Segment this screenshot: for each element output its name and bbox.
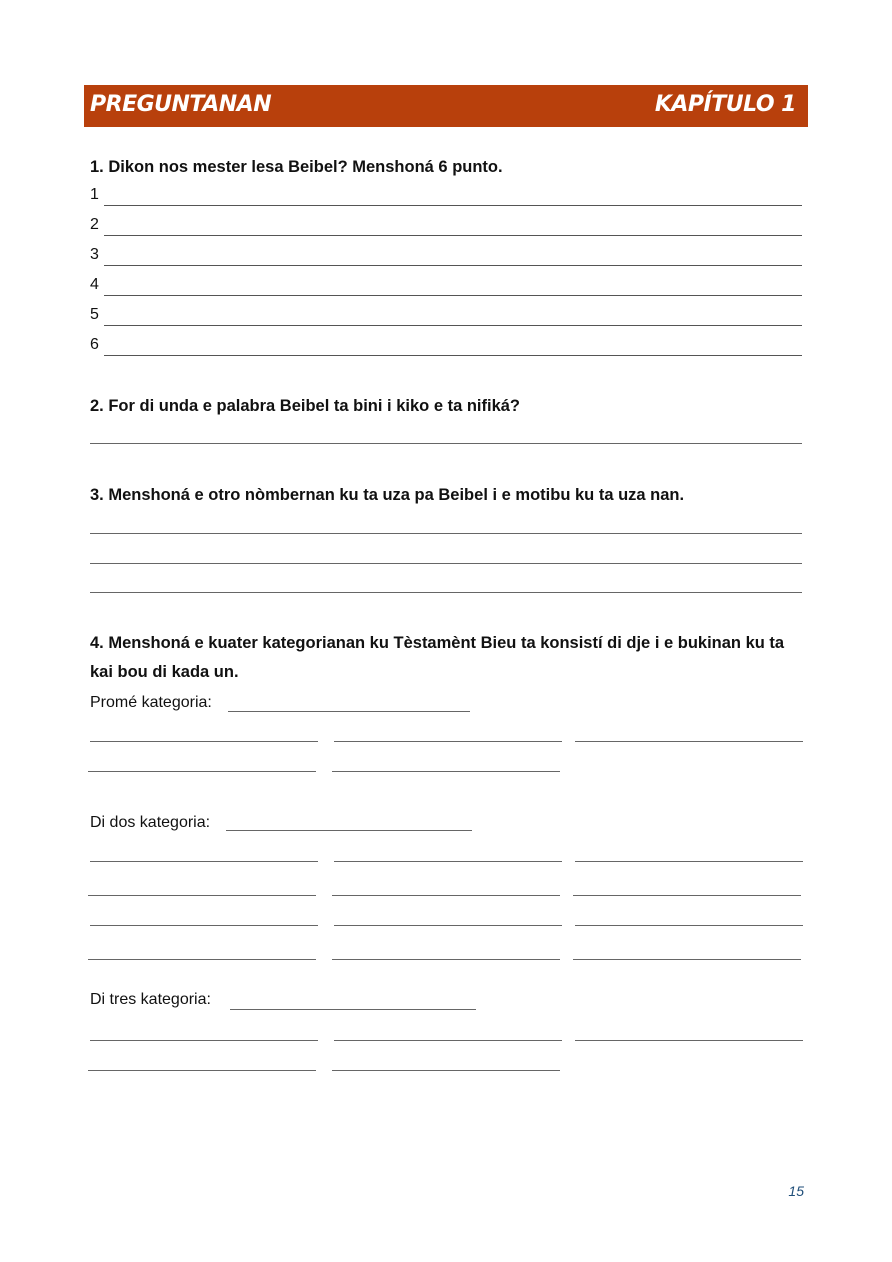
header-chapter: KAPÍTULO 1 bbox=[654, 92, 796, 117]
answer-line-3[interactable] bbox=[90, 246, 802, 270]
line-number: 4 bbox=[90, 276, 99, 293]
answer-line[interactable] bbox=[90, 443, 802, 444]
line-number: 6 bbox=[90, 336, 99, 353]
category-3-label: Di tres kategoria: bbox=[90, 991, 211, 1008]
answer-line[interactable] bbox=[90, 592, 802, 593]
category-1-name-line[interactable] bbox=[228, 711, 470, 712]
answer-line[interactable] bbox=[90, 563, 802, 564]
category-2-label: Di dos kategoria: bbox=[90, 814, 211, 831]
book-line[interactable] bbox=[573, 959, 801, 960]
category-1-label: Promé kategoria: bbox=[90, 694, 212, 711]
book-line[interactable] bbox=[90, 925, 318, 926]
book-line[interactable] bbox=[334, 1040, 562, 1041]
book-line[interactable] bbox=[332, 1070, 560, 1071]
question-4: 4. Menshoná e kuater kategorianan ku Tèstamènt Bieu ta konsistí di dje i e bukinan ku ta kai bou di kada un. bbox=[90, 634, 785, 681]
book-line[interactable] bbox=[332, 895, 560, 896]
book-line[interactable] bbox=[88, 959, 316, 960]
question-3: 3. Menshoná e otro nòmbernan ku ta uza pa Beibel i e motibu ku ta uza nan. bbox=[90, 486, 685, 504]
book-line[interactable] bbox=[88, 771, 316, 772]
chapter-header-bar bbox=[84, 85, 808, 127]
book-line[interactable] bbox=[90, 741, 318, 742]
book-line[interactable] bbox=[88, 895, 316, 896]
book-line[interactable] bbox=[334, 741, 562, 742]
answer-line-5[interactable] bbox=[90, 306, 802, 330]
page-number: 15 bbox=[788, 1183, 804, 1199]
book-line[interactable] bbox=[575, 861, 803, 862]
answer-line-6[interactable] bbox=[90, 336, 802, 360]
book-line[interactable] bbox=[88, 1070, 316, 1071]
question-2: 2. For di unda e palabra Beibel ta bini i kiko e ta nifiká? bbox=[90, 397, 521, 415]
book-line[interactable] bbox=[332, 959, 560, 960]
question-1: 1. Dikon nos mester lesa Beibel? Menshoná 6 punto. bbox=[90, 158, 503, 176]
book-line[interactable] bbox=[575, 925, 803, 926]
category-2-name-line[interactable] bbox=[226, 830, 472, 831]
book-line[interactable] bbox=[90, 861, 318, 862]
line-number: 1 bbox=[90, 186, 99, 203]
line-number: 5 bbox=[90, 306, 99, 323]
header-title: PREGUNTANAN bbox=[90, 92, 272, 117]
book-line[interactable] bbox=[332, 771, 560, 772]
book-line[interactable] bbox=[575, 1040, 803, 1041]
book-line[interactable] bbox=[334, 861, 562, 862]
category-3-name-line[interactable] bbox=[230, 1009, 476, 1010]
answer-line-1[interactable] bbox=[90, 186, 802, 210]
line-number: 2 bbox=[90, 216, 99, 233]
book-line[interactable] bbox=[334, 925, 562, 926]
book-line[interactable] bbox=[573, 895, 801, 896]
line-number: 3 bbox=[90, 246, 99, 263]
book-line[interactable] bbox=[575, 741, 803, 742]
answer-line-4[interactable] bbox=[90, 276, 802, 300]
book-line[interactable] bbox=[90, 1040, 318, 1041]
answer-line-2[interactable] bbox=[90, 216, 802, 240]
answer-line[interactable] bbox=[90, 533, 802, 534]
